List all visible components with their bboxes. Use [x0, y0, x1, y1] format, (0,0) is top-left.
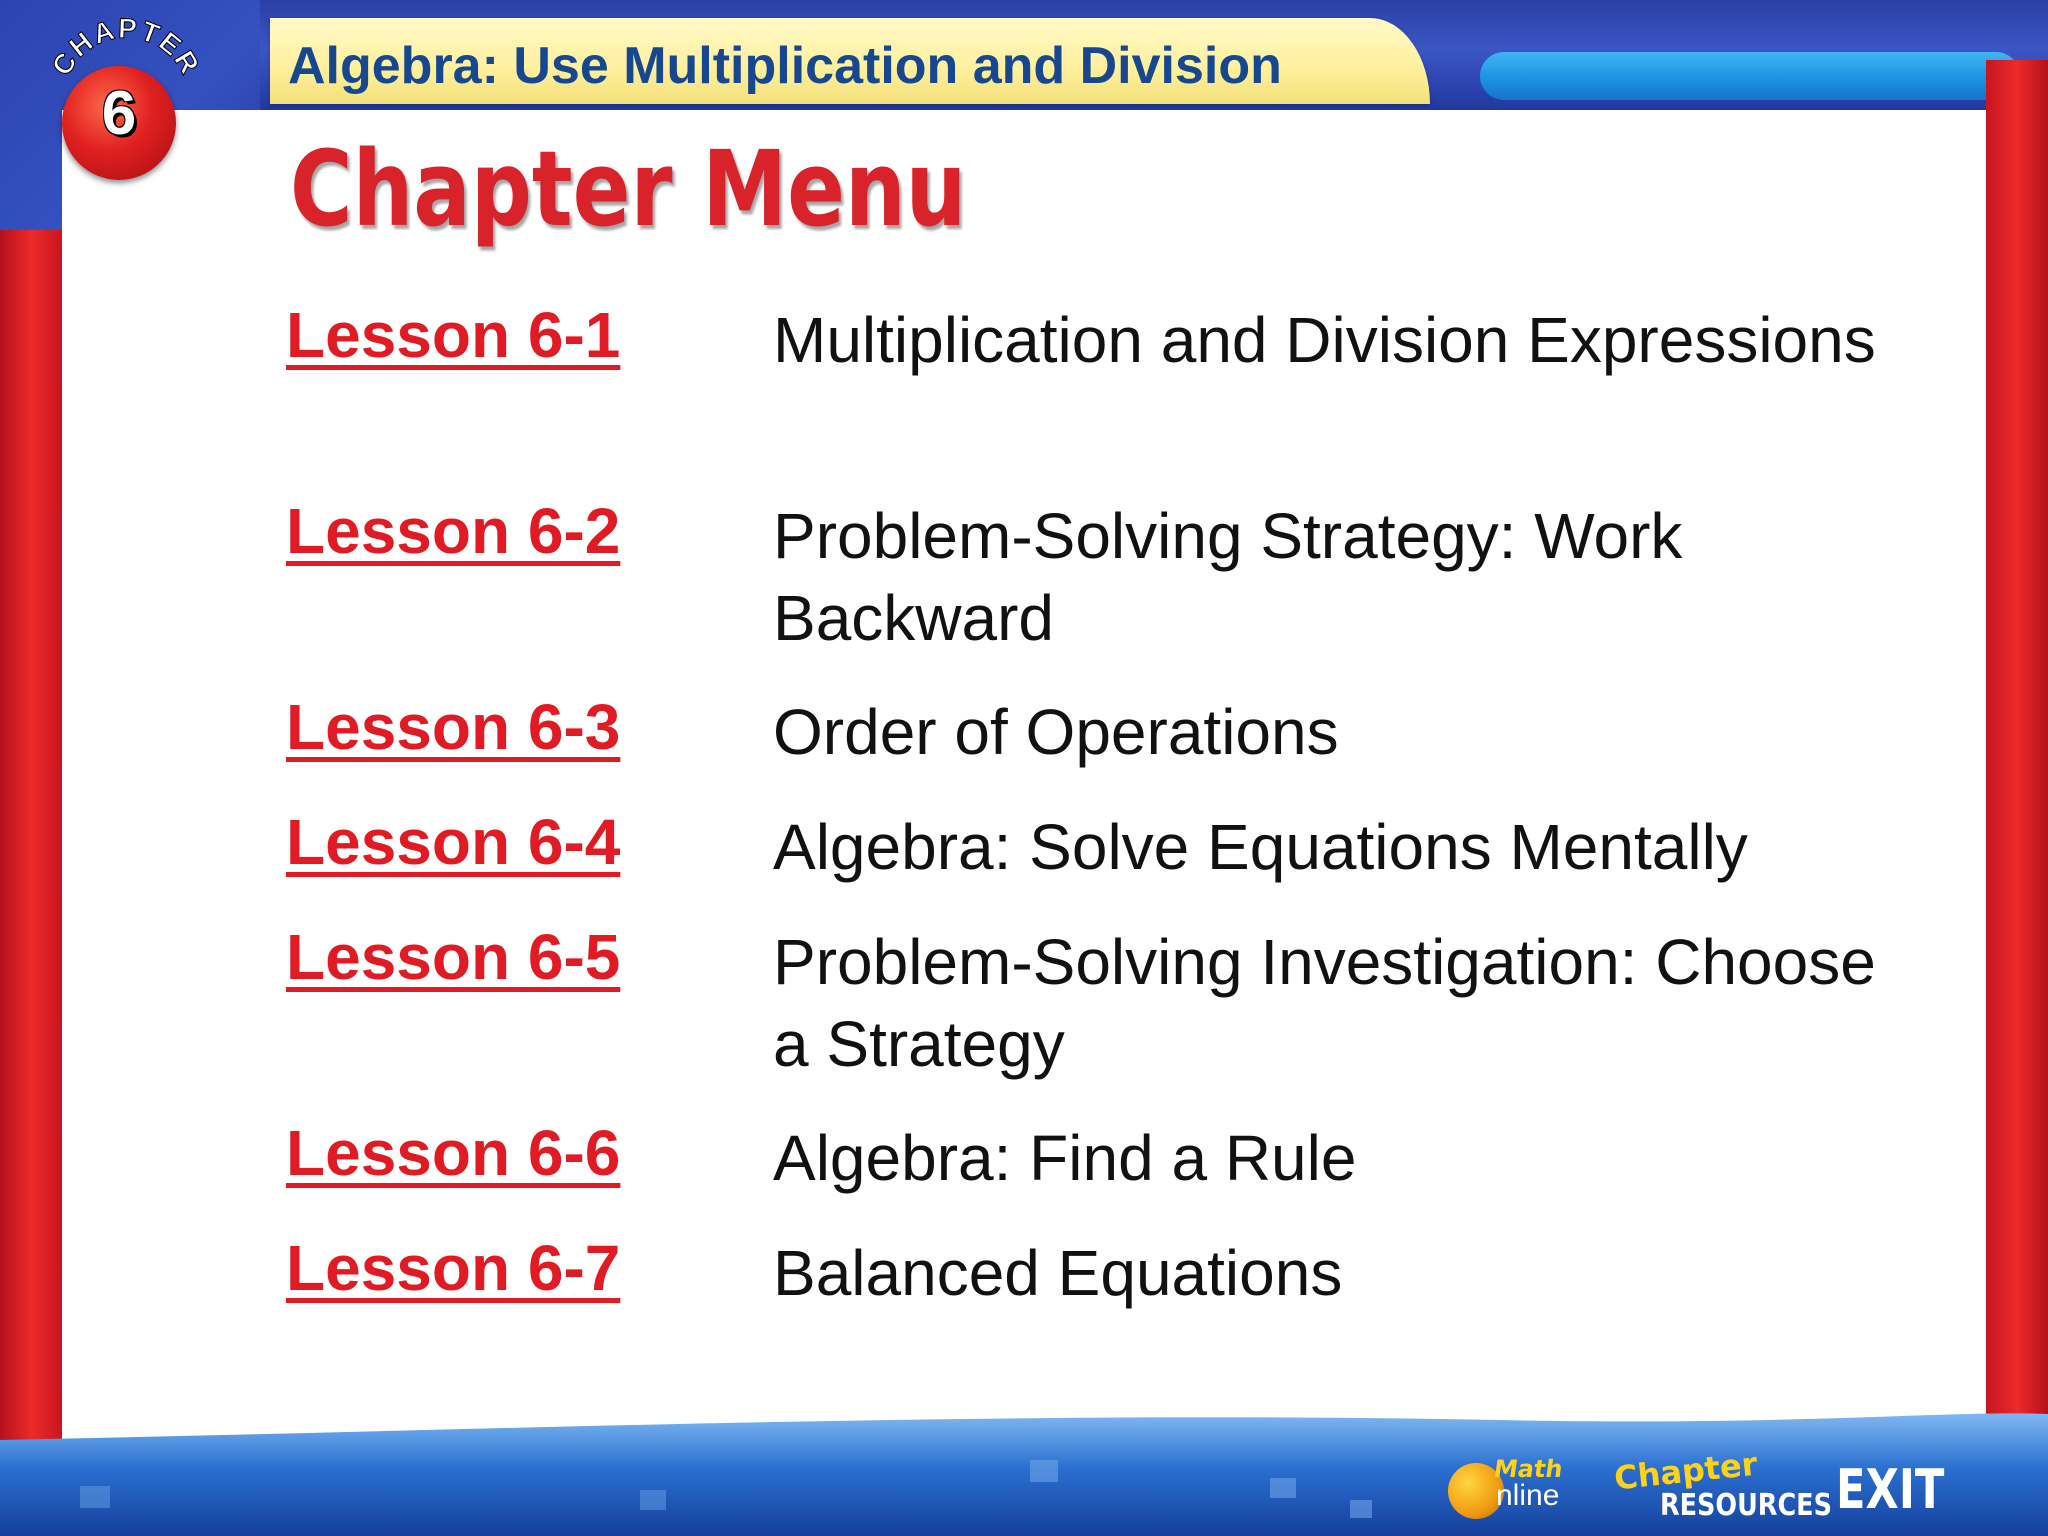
lesson-link-6-3[interactable]: Lesson 6-3	[286, 691, 621, 763]
chapter-resources-label-resources: RESOURCES	[1660, 1488, 1832, 1523]
lesson-description: Problem-Solving Investigation: Choose a Strategy	[773, 926, 1876, 1080]
lesson-description: Multiplication and Division Expressions	[773, 304, 1876, 376]
lesson-link-6-5[interactable]: Lesson 6-5	[286, 921, 621, 993]
right-frame	[1986, 60, 2048, 1460]
math-online-label-online: nline	[1496, 1479, 1560, 1512]
chapter-resources-button[interactable]	[1612, 1444, 1832, 1532]
chapter-number: 6	[101, 79, 137, 148]
lesson-description: Algebra: Find a Rule	[773, 1122, 1357, 1194]
exit-button[interactable]: EXIT	[1836, 1458, 1945, 1521]
lesson-description: Order of Operations	[773, 696, 1339, 768]
lesson-description: Balanced Equations	[773, 1237, 1343, 1309]
left-frame	[0, 110, 62, 1450]
lesson-link-6-1[interactable]: Lesson 6-1	[286, 299, 621, 371]
lesson-link-6-7[interactable]: Lesson 6-7	[286, 1232, 621, 1304]
lesson-link-6-2[interactable]: Lesson 6-2	[286, 495, 621, 567]
math-online-button[interactable]	[1448, 1455, 1576, 1525]
chapter-resources-label-chapter: Chapter	[1612, 1444, 1760, 1498]
chapter-title: Algebra: Use Multiplication and Division	[288, 37, 1282, 95]
page-title: Chapter Menu	[290, 128, 967, 250]
lesson-link-6-4[interactable]: Lesson 6-4	[286, 806, 621, 878]
lesson-description: Algebra: Solve Equations Mentally	[773, 811, 1748, 883]
lesson-link-6-6[interactable]: Lesson 6-6	[286, 1117, 621, 1189]
top-frame-highlight	[1480, 52, 2020, 100]
chapter-word: CHAPTER	[46, 18, 206, 81]
lesson-description: Problem-Solving Strategy: Work Backward	[773, 500, 1683, 654]
math-online-label-math: Math	[1492, 1455, 1565, 1483]
